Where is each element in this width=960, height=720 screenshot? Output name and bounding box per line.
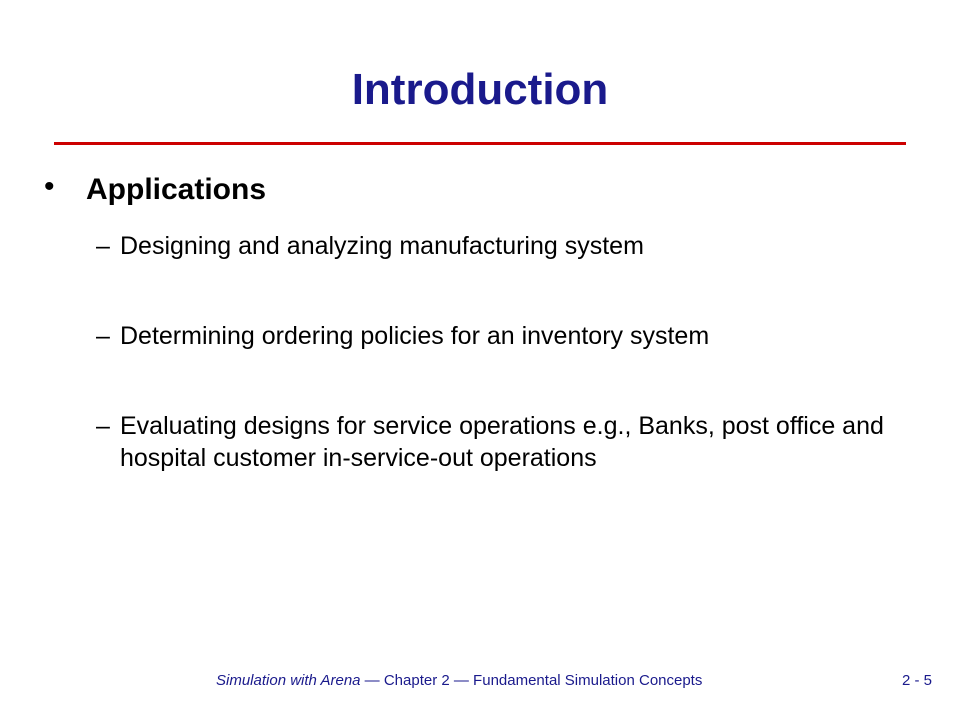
footer-citation bbox=[216, 670, 702, 692]
dash-icon: – bbox=[96, 322, 110, 350]
dash-icon: – bbox=[96, 412, 110, 440]
page-number: 2 - 5 bbox=[901, 672, 932, 689]
footer-chapter-text: — Chapter 2 — Fundamental Simulation Concepts bbox=[360, 672, 703, 689]
slide-footer bbox=[0, 670, 960, 692]
sub-item-text: Evaluating designs for service operations e.g., Banks, post office and hospital customer in-service-out operations bbox=[120, 412, 884, 472]
footer-book-title: Simulation with Arena bbox=[216, 672, 361, 689]
bullet-icon: • bbox=[44, 170, 55, 203]
sub-item bbox=[96, 230, 936, 262]
sub-item-text: Designing and analyzing manufacturing system bbox=[120, 232, 644, 260]
dash-icon: – bbox=[96, 232, 110, 260]
sub-item bbox=[96, 410, 936, 474]
bullet-heading: Applications bbox=[86, 173, 267, 206]
sub-item-text: Determining ordering policies for an inventory system bbox=[120, 322, 710, 350]
slide-title: Introduction bbox=[351, 65, 609, 114]
sub-item bbox=[96, 320, 936, 352]
title-divider bbox=[54, 142, 906, 145]
